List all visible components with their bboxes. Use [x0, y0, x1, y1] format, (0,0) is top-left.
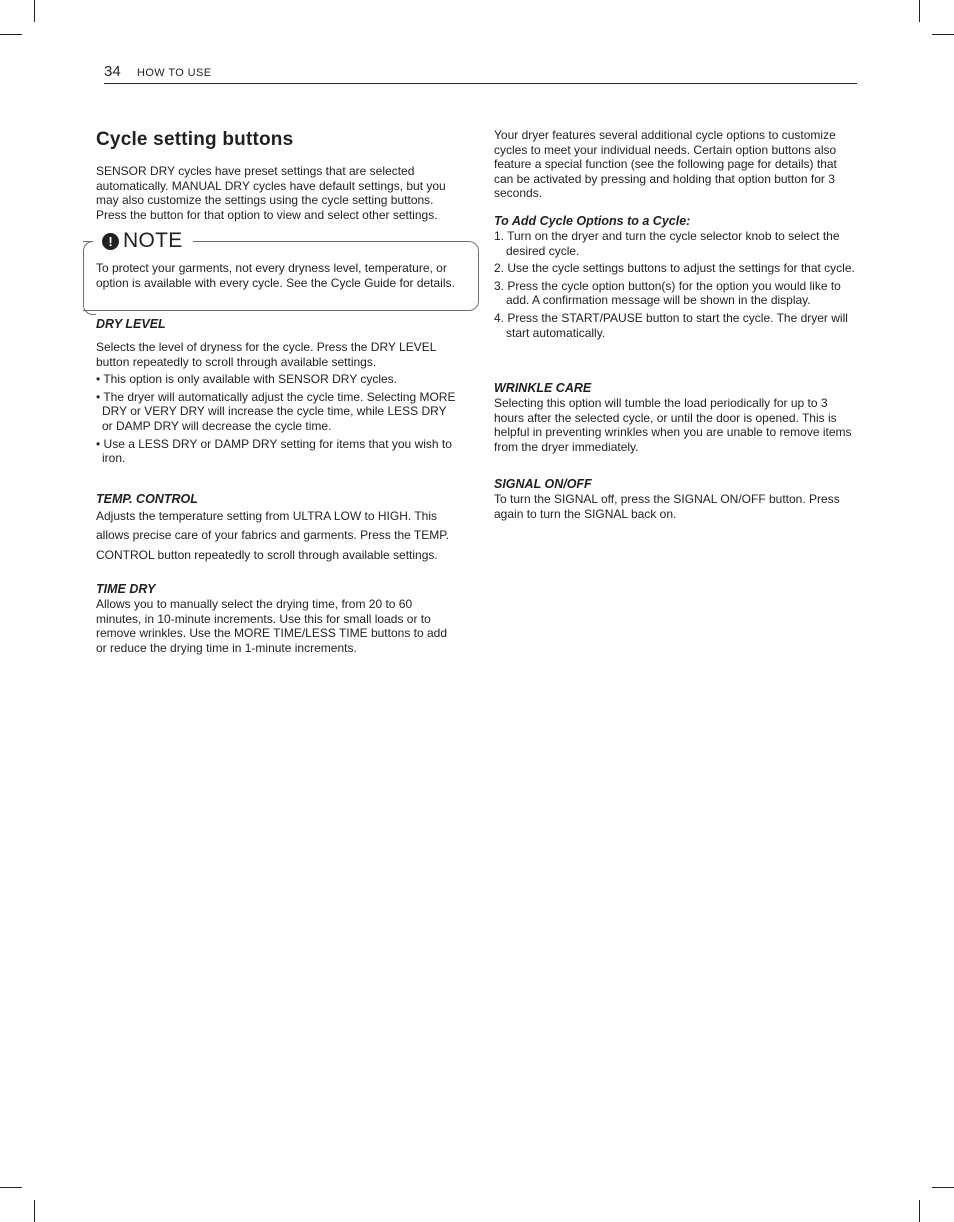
note-title: NOTE [123, 229, 183, 252]
temp-control-section [96, 492, 456, 565]
dry-level-bullet: • The dryer will automatically adjust the cycle time. Selecting MORE DRY or VERY DRY will increase the cycle time, while LESS DRY or DAMP DRY will decrease the cycle time. [96, 389, 456, 433]
exclamation-icon: ! [102, 233, 119, 250]
dry-level-heading: DRY LEVEL [96, 317, 166, 331]
add-options-section [494, 214, 856, 340]
dry-level-bullet: • This option is only available with SENSOR DRY cycles. [96, 372, 397, 387]
wrinkle-care-text: Selecting this option will tumble the load periodically for up to 3 hours after the selected cycle, or until the door is opened. This is helpful in preventing wrinkles when you are unable to remove items from the dryer immediately. [494, 396, 852, 454]
crop-mark-bottom-left-horizontal [0, 1187, 22, 1188]
crop-mark-top-left-vertical [34, 0, 35, 22]
options-intro-text: Your dryer features several additional cycle options to customize cycles to meet your individual needs. Certain option buttons also feature a special function (see the following page for details) that can be activated by pressing and holding that option button for 3 seconds. [494, 128, 837, 201]
page-header [104, 62, 857, 84]
time-dry-text: Allows you to manually select the drying time, from 20 to 60 minutes, in 10-minute increments. Use this for small loads or to remove wrinkles. Use the MORE TIME/LESS TIME buttons to add or reduce the drying time in 1-minute increments. [96, 597, 448, 655]
signal-text: To turn the SIGNAL off, press the SIGNAL ON/OFF button. Press again to turn the SIGNAL back on. [494, 492, 840, 521]
note-header [102, 229, 183, 253]
signal-section [494, 477, 856, 521]
dry-level-section [96, 317, 456, 466]
crop-mark-top-right-vertical [919, 0, 920, 22]
add-options-step: 3. Press the cycle option button(s) for the option you would like to add. A confirmation message will be shown in the display. [494, 278, 841, 308]
add-options-step: 4. Press the START/PAUSE button to start the cycle. The dryer will start automatically. [494, 310, 848, 340]
wrinkle-care-section [494, 381, 856, 454]
crop-mark-bottom-right-horizontal [932, 1187, 954, 1188]
crop-mark-top-right-horizontal [932, 34, 954, 35]
add-options-heading: To Add Cycle Options to a Cycle: [494, 214, 691, 228]
add-options-step: 2. Use the cycle settings buttons to adjust the settings for that cycle. [494, 261, 855, 276]
add-options-step: 1. Turn on the dryer and turn the cycle selector knob to select the desired cycle. [494, 229, 840, 258]
dry-level-text: Selects the level of dryness for the cycle. Press the DRY LEVEL button repeatedly to scroll through available settings. [96, 340, 436, 369]
add-options-steps [494, 229, 856, 340]
signal-heading: SIGNAL ON/OFF [494, 477, 592, 491]
section-label: HOW TO USE [137, 67, 212, 79]
time-dry-heading: TIME DRY [96, 582, 156, 596]
options-intro [494, 128, 856, 201]
page-title: Cycle setting buttons [96, 129, 294, 150]
intro-paragraph [96, 164, 456, 222]
crop-mark-bottom-right-vertical [919, 1200, 920, 1222]
temp-control-text: Adjusts the temperature setting from ULTRA LOW to HIGH. This allows precise care of your fabrics and garments. Press the TEMP. CONTROL button repeatedly to scroll through available settings. [96, 509, 450, 562]
crop-mark-top-left-horizontal [0, 34, 22, 35]
dry-level-bullet: • Use a LESS DRY or DAMP DRY setting for items that you wish to iron. [96, 436, 452, 466]
intro-text: SENSOR DRY cycles have preset settings that are selected automatically. MANUAL DRY cycles have default settings, but you may also customize the settings using the cycle setting buttons. Press the button for that option to view and select other settings. [96, 164, 446, 222]
temp-control-heading: TEMP. CONTROL [96, 492, 198, 506]
page-number: 34 [104, 63, 121, 80]
wrinkle-care-heading: WRINKLE CARE [494, 381, 592, 395]
time-dry-section [96, 582, 456, 655]
note-text: To protect your garments, not every dryness level, temperature, or option is available with every cycle. See the Cycle Guide for details. [96, 261, 455, 290]
crop-mark-bottom-left-vertical [34, 1200, 35, 1222]
